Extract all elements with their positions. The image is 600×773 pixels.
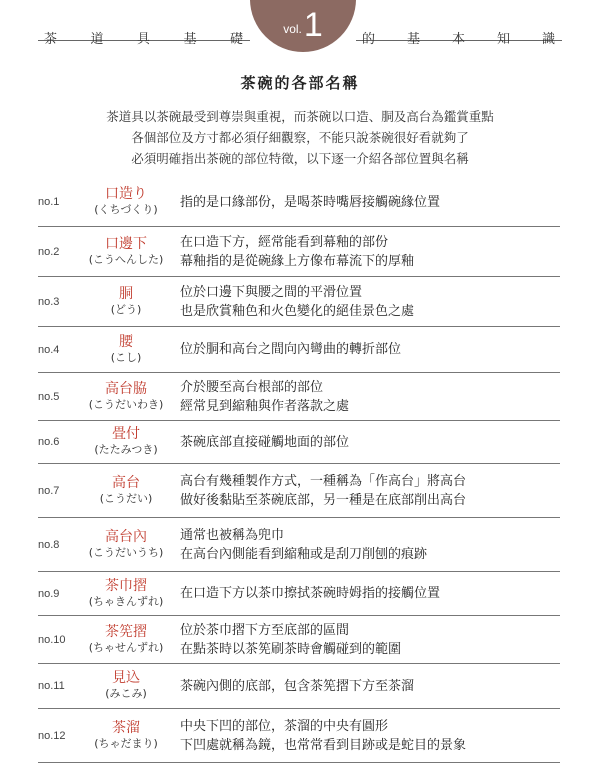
part-term (84, 579, 168, 609)
item-number: no.11 (38, 680, 65, 692)
description-line: 介於腰至高台根部的部位 (180, 379, 324, 395)
item-number: no.5 (38, 390, 60, 403)
part-description (168, 472, 560, 510)
part-term (84, 382, 168, 412)
description-line: 位於口邊下與腰之間的平滑位置 (180, 284, 363, 300)
part-reading: (みこみ) (105, 687, 147, 700)
part-term (84, 187, 168, 217)
header-char: 礎 (229, 32, 244, 47)
description-line: 通常也被稱為兜巾 (180, 527, 285, 543)
part-name: 畳付 (112, 426, 140, 442)
part-reading: (たたみつき) (94, 443, 158, 456)
list-item (38, 327, 560, 373)
part-term (84, 671, 168, 701)
part-term (84, 625, 168, 655)
intro-paragraph (0, 106, 600, 169)
part-term (84, 721, 168, 751)
list-item (38, 518, 560, 572)
description-line: 做好後黏貼至茶碗底部，另一種是在底部削出高台 (180, 492, 467, 508)
part-name: 茶溜 (112, 719, 140, 736)
part-description (168, 233, 560, 271)
part-reading: (どう) (110, 302, 142, 316)
header-char: 知 (496, 32, 511, 47)
part-reading: (こうだい) (99, 491, 153, 505)
description-line: 中央下凹的部位，茶溜的中央有圓形 (180, 718, 389, 734)
item-number: no.8 (38, 538, 60, 551)
header-char: 基 (183, 32, 198, 47)
part-term (84, 530, 168, 560)
parts-list (38, 178, 560, 763)
description-line: 高台有幾種製作方式，一種稱為「作高台」將高台 (180, 473, 467, 489)
list-item (38, 227, 560, 277)
part-term (84, 427, 168, 457)
part-name: 高台 (112, 474, 140, 491)
part-name: 茶筅摺 (105, 623, 147, 640)
description-line: 下凹處就稱為鏡，也常常看到目跡或是蛇目的景象 (180, 737, 467, 753)
part-description (168, 433, 560, 452)
part-term (84, 237, 168, 267)
header-char: 基 (406, 32, 421, 47)
description-line: 在口造下方，經常能看到幕釉的部份 (180, 234, 389, 250)
part-reading: (くちづくり) (94, 203, 158, 216)
description-line: 茶碗內側的底部，包含茶筅摺下方至茶溜 (180, 678, 415, 694)
item-number: no.9 (38, 587, 60, 600)
list-item (38, 664, 560, 709)
part-name: 腰 (119, 333, 133, 350)
header-char: 道 (90, 32, 105, 47)
list-item (38, 421, 560, 464)
part-term (84, 476, 168, 506)
part-description (168, 677, 560, 696)
intro-line: 茶道具以茶碗最受到尊崇與重視，而茶碗以口造、胴及高台為鑑賞重點 (106, 109, 494, 124)
description-line: 茶碗底部直接碰觸地面的部位 (180, 434, 350, 450)
item-number: no.12 (38, 729, 66, 742)
description-line: 在高台內側能看到縮釉或是刮刀削刨的痕跡 (180, 546, 428, 562)
volume-number: 1 (303, 6, 323, 44)
part-reading: (ちゃせんずれ) (88, 640, 164, 654)
item-number: no.2 (38, 245, 60, 258)
description-line: 指的是口緣部份，是喝茶時嘴唇接觸碗緣位置 (180, 194, 441, 210)
list-item (38, 277, 560, 327)
item-number: no.7 (38, 484, 60, 497)
description-line: 位於茶巾摺下方至底部的區間 (180, 622, 350, 638)
part-description (168, 340, 560, 359)
part-name: 口邊下 (105, 235, 147, 252)
part-name: 見込 (112, 670, 140, 686)
part-term (84, 335, 168, 365)
header-series-right (362, 28, 556, 47)
header-char: 識 (541, 32, 556, 47)
part-description (168, 283, 560, 321)
list-item (38, 178, 560, 227)
volume-badge (250, 0, 356, 52)
part-description (168, 526, 560, 564)
description-line: 也是欣賞釉色和火色變化的絕佳景色之處 (180, 303, 415, 319)
part-name: 高台內 (105, 528, 147, 545)
part-description (168, 193, 560, 212)
volume-label: vol. (283, 22, 302, 36)
list-item (38, 464, 560, 518)
header-char: 茶 (44, 32, 59, 47)
part-reading: (こうへんした) (88, 252, 164, 266)
part-description (168, 584, 560, 603)
header-char: 的 (362, 32, 377, 47)
item-number: no.4 (38, 343, 60, 356)
description-line: 在點茶時以茶筅刷茶時會觸碰到的範圍 (180, 641, 402, 657)
intro-line: 必須明確指出茶碗的部位特徵，以下逐一介紹各部位置與名稱 (131, 151, 469, 166)
description-line: 幕釉指的是從碗緣上方像布幕流下的厚釉 (180, 253, 415, 269)
intro-line: 各個部位及方寸都必須仔細觀察，不能只說茶碗很好看就夠了 (131, 130, 469, 145)
part-reading: (こうだいうち) (88, 545, 164, 559)
part-term (84, 287, 168, 317)
part-name: 茶巾摺 (105, 577, 147, 594)
item-number: no.3 (38, 295, 60, 308)
page-title: 茶碗的各部名稱 (240, 74, 360, 92)
part-reading: (ちゃだまり) (94, 736, 158, 750)
part-description (168, 378, 560, 416)
description-line: 經常見到縮釉與作者落款之處 (180, 398, 350, 414)
list-item (38, 709, 560, 763)
description-line: 在口造下方以茶巾擦拭茶碗時姆指的接觸位置 (180, 586, 441, 601)
header-char: 具 (136, 32, 151, 47)
header-char: 本 (451, 32, 466, 47)
description-line: 位於胴和高台之間向內彎曲的轉折部位 (180, 342, 402, 357)
part-name: 胴 (119, 285, 133, 302)
part-reading: (ちゃきんずれ) (88, 594, 164, 608)
part-name: 口造り (105, 186, 147, 202)
part-description (168, 621, 560, 659)
item-number: no.10 (38, 633, 66, 646)
list-item (38, 572, 560, 616)
item-number: no.1 (38, 196, 60, 208)
part-reading: (こうだいわき) (88, 397, 164, 411)
header-series-left (44, 28, 244, 47)
list-item (38, 616, 560, 664)
part-description (168, 717, 560, 755)
item-number: no.6 (38, 436, 60, 448)
part-reading: (こし) (110, 350, 142, 364)
part-name: 高台脇 (105, 380, 147, 397)
list-item (38, 373, 560, 421)
